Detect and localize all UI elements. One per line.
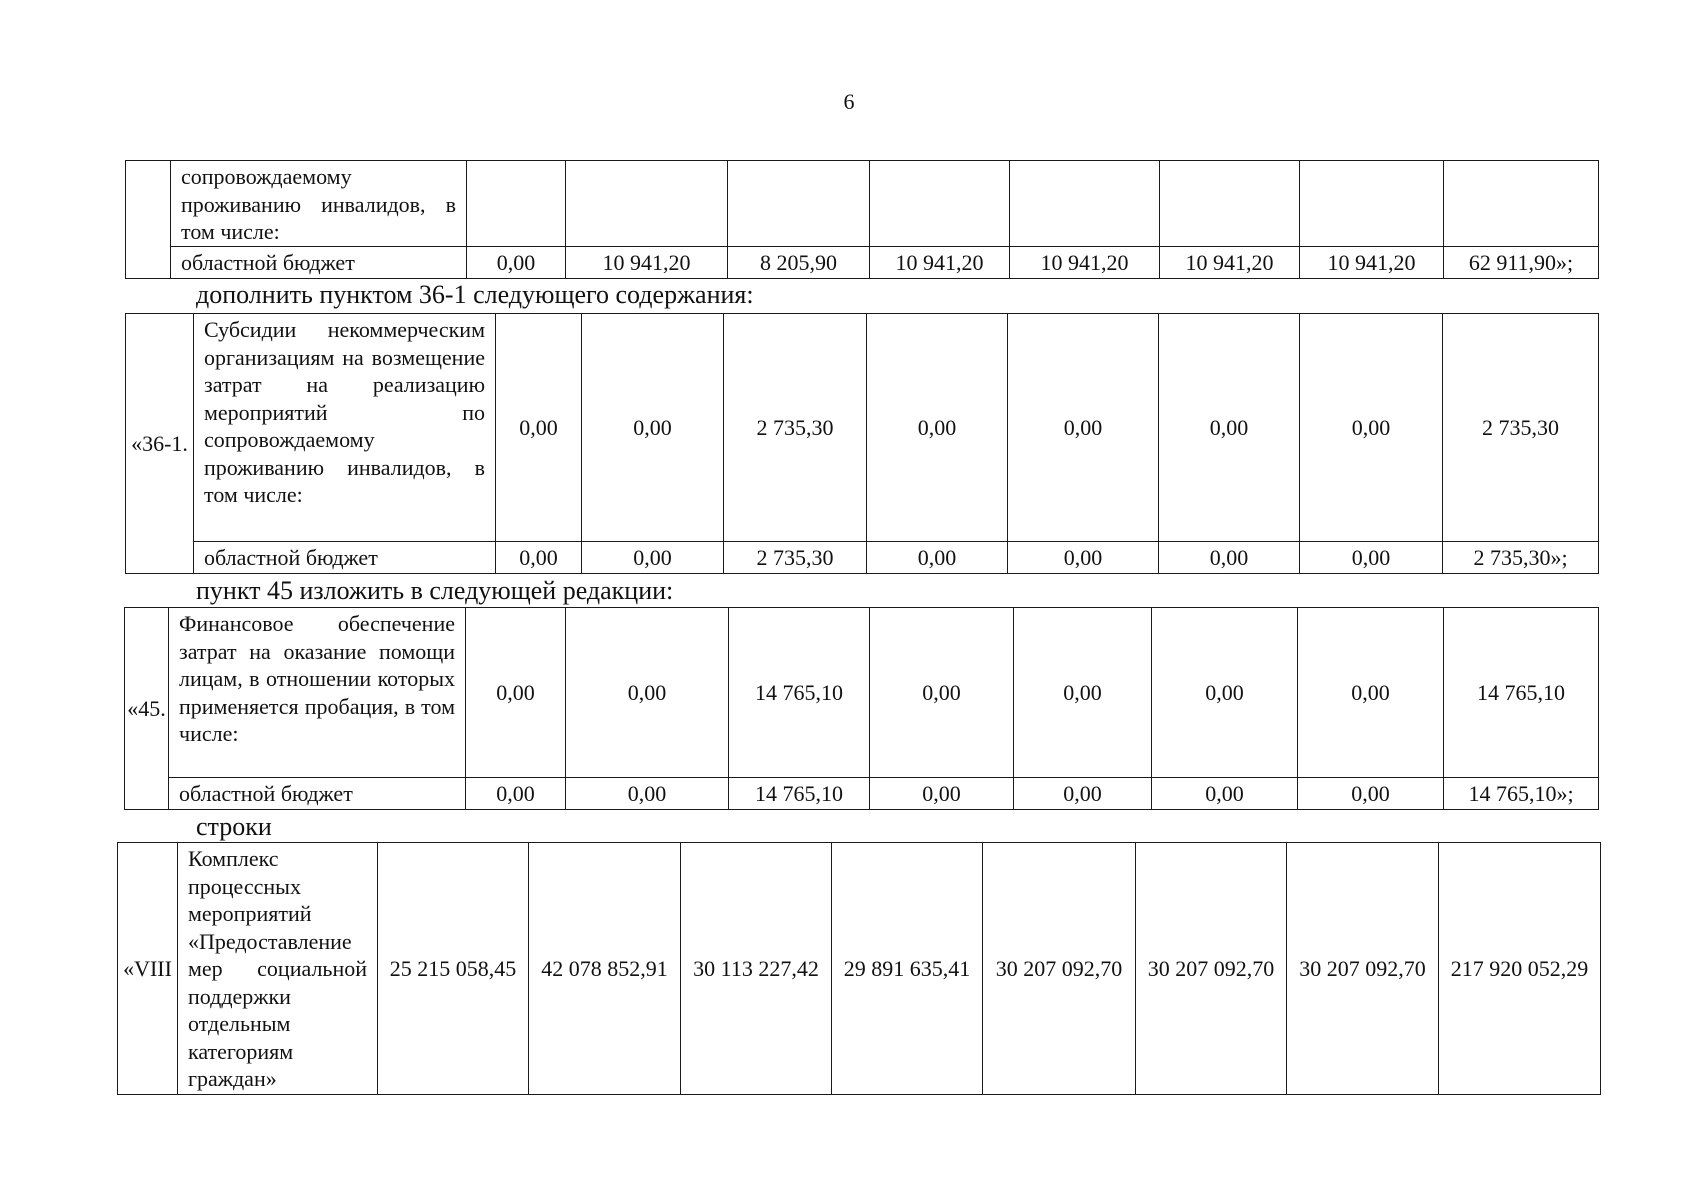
value-cell: 0,00 xyxy=(1008,542,1159,574)
value-cell: 2 735,30 xyxy=(724,542,867,574)
value-cell: 0,00 xyxy=(1298,778,1444,810)
value-cell: 0,00 xyxy=(496,542,582,574)
value-cell: 62 911,90»; xyxy=(1444,247,1599,279)
value-cell: 0,00 xyxy=(466,778,566,810)
value-cell: 0,00 xyxy=(1008,314,1159,542)
regional-budget-label: областной бюджет xyxy=(194,542,496,574)
item-number: «VIII xyxy=(118,843,178,1095)
value-cell: 0,00 xyxy=(582,542,724,574)
value-cell: 0,00 xyxy=(867,314,1008,542)
regional-budget-label: областной бюджет xyxy=(169,778,466,810)
item-description: сопровождаемому проживанию инвалидов, в том числе: xyxy=(171,161,467,247)
instruction-edit-item-45: пункт 45 изложить в следующей редакции: xyxy=(196,576,674,605)
instruction-add-item-36-1: дополнить пунктом 36-1 следующего содержания: xyxy=(196,280,754,309)
table-item-36-continuation xyxy=(125,160,1599,279)
value-cell: 0,00 xyxy=(1300,542,1443,574)
value-cell: 14 765,10»; xyxy=(1444,778,1599,810)
number-cell xyxy=(126,161,171,279)
value-cell: 0,00 xyxy=(566,778,729,810)
item-number: «45. xyxy=(125,608,169,810)
value-cell: 0,00 xyxy=(582,314,724,542)
item-description: Комплекс процессных мероприятий «Предоставление мер социальной поддержки отдельным категориям граждан» xyxy=(178,843,378,1095)
value-cell: 0,00 xyxy=(1159,314,1300,542)
value-cell: 30 207 092,70 xyxy=(1287,843,1439,1095)
value-cell: 2 735,30 xyxy=(1443,314,1599,542)
value-cell: 14 765,10 xyxy=(729,608,870,778)
value-cell: 0,00 xyxy=(1159,542,1300,574)
value-cell: 14 765,10 xyxy=(729,778,870,810)
value-cell: 8 205,90 xyxy=(728,247,870,279)
value-cell: 0,00 xyxy=(1298,608,1444,778)
value-cell: 0,00 xyxy=(466,608,566,778)
value-cell: 0,00 xyxy=(870,778,1014,810)
regional-budget-label: областной бюджет xyxy=(171,247,467,279)
value-cell: 10 941,20 xyxy=(566,247,728,279)
value-cell: 29 891 635,41 xyxy=(832,843,983,1095)
value-cell: 30 207 092,70 xyxy=(983,843,1136,1095)
value-cell: 30 113 227,42 xyxy=(681,843,832,1095)
value-cell: 10 941,20 xyxy=(1010,247,1160,279)
value-cell: 14 765,10 xyxy=(1444,608,1599,778)
value-cell: 0,00 xyxy=(1014,608,1152,778)
item-number: «36-1. xyxy=(126,314,194,574)
item-description: Финансовое обеспечение затрат на оказание помощи лицам, в отношении которых применяется пробация, в том числе: xyxy=(169,608,466,778)
value-cell: 0,00 xyxy=(1152,778,1298,810)
value-cell: 0,00 xyxy=(1300,314,1443,542)
value-cell: 2 735,30 xyxy=(724,314,867,542)
value-cell: 0,00 xyxy=(467,247,566,279)
value-cell: 10 941,20 xyxy=(1300,247,1444,279)
item-description: Субсидии некоммерческим организациям на возмещение затрат на реализацию мероприятий по сопровождаемому проживанию инвалидов, в том числе: xyxy=(194,314,496,542)
page-number: 6 xyxy=(843,89,855,114)
value-cell: 0,00 xyxy=(566,608,729,778)
value-cell: 10 941,20 xyxy=(870,247,1010,279)
value-cell: 42 078 852,91 xyxy=(529,843,681,1095)
value-cell: 10 941,20 xyxy=(1160,247,1300,279)
instruction-rows: строки xyxy=(196,812,272,841)
value-cell: 0,00 xyxy=(870,608,1014,778)
table-row-viii xyxy=(117,842,1601,1095)
value-cell: 0,00 xyxy=(867,542,1008,574)
value-cell: 0,00 xyxy=(1152,608,1298,778)
table-item-45 xyxy=(124,607,1599,810)
value-cell: 30 207 092,70 xyxy=(1136,843,1287,1095)
value-cell: 25 215 058,45 xyxy=(378,843,529,1095)
table-item-36-1 xyxy=(125,313,1599,574)
value-cell: 217 920 052,29 xyxy=(1439,843,1601,1095)
value-cell: 0,00 xyxy=(496,314,582,542)
value-cell: 2 735,30»; xyxy=(1443,542,1599,574)
value-cell: 0,00 xyxy=(1014,778,1152,810)
